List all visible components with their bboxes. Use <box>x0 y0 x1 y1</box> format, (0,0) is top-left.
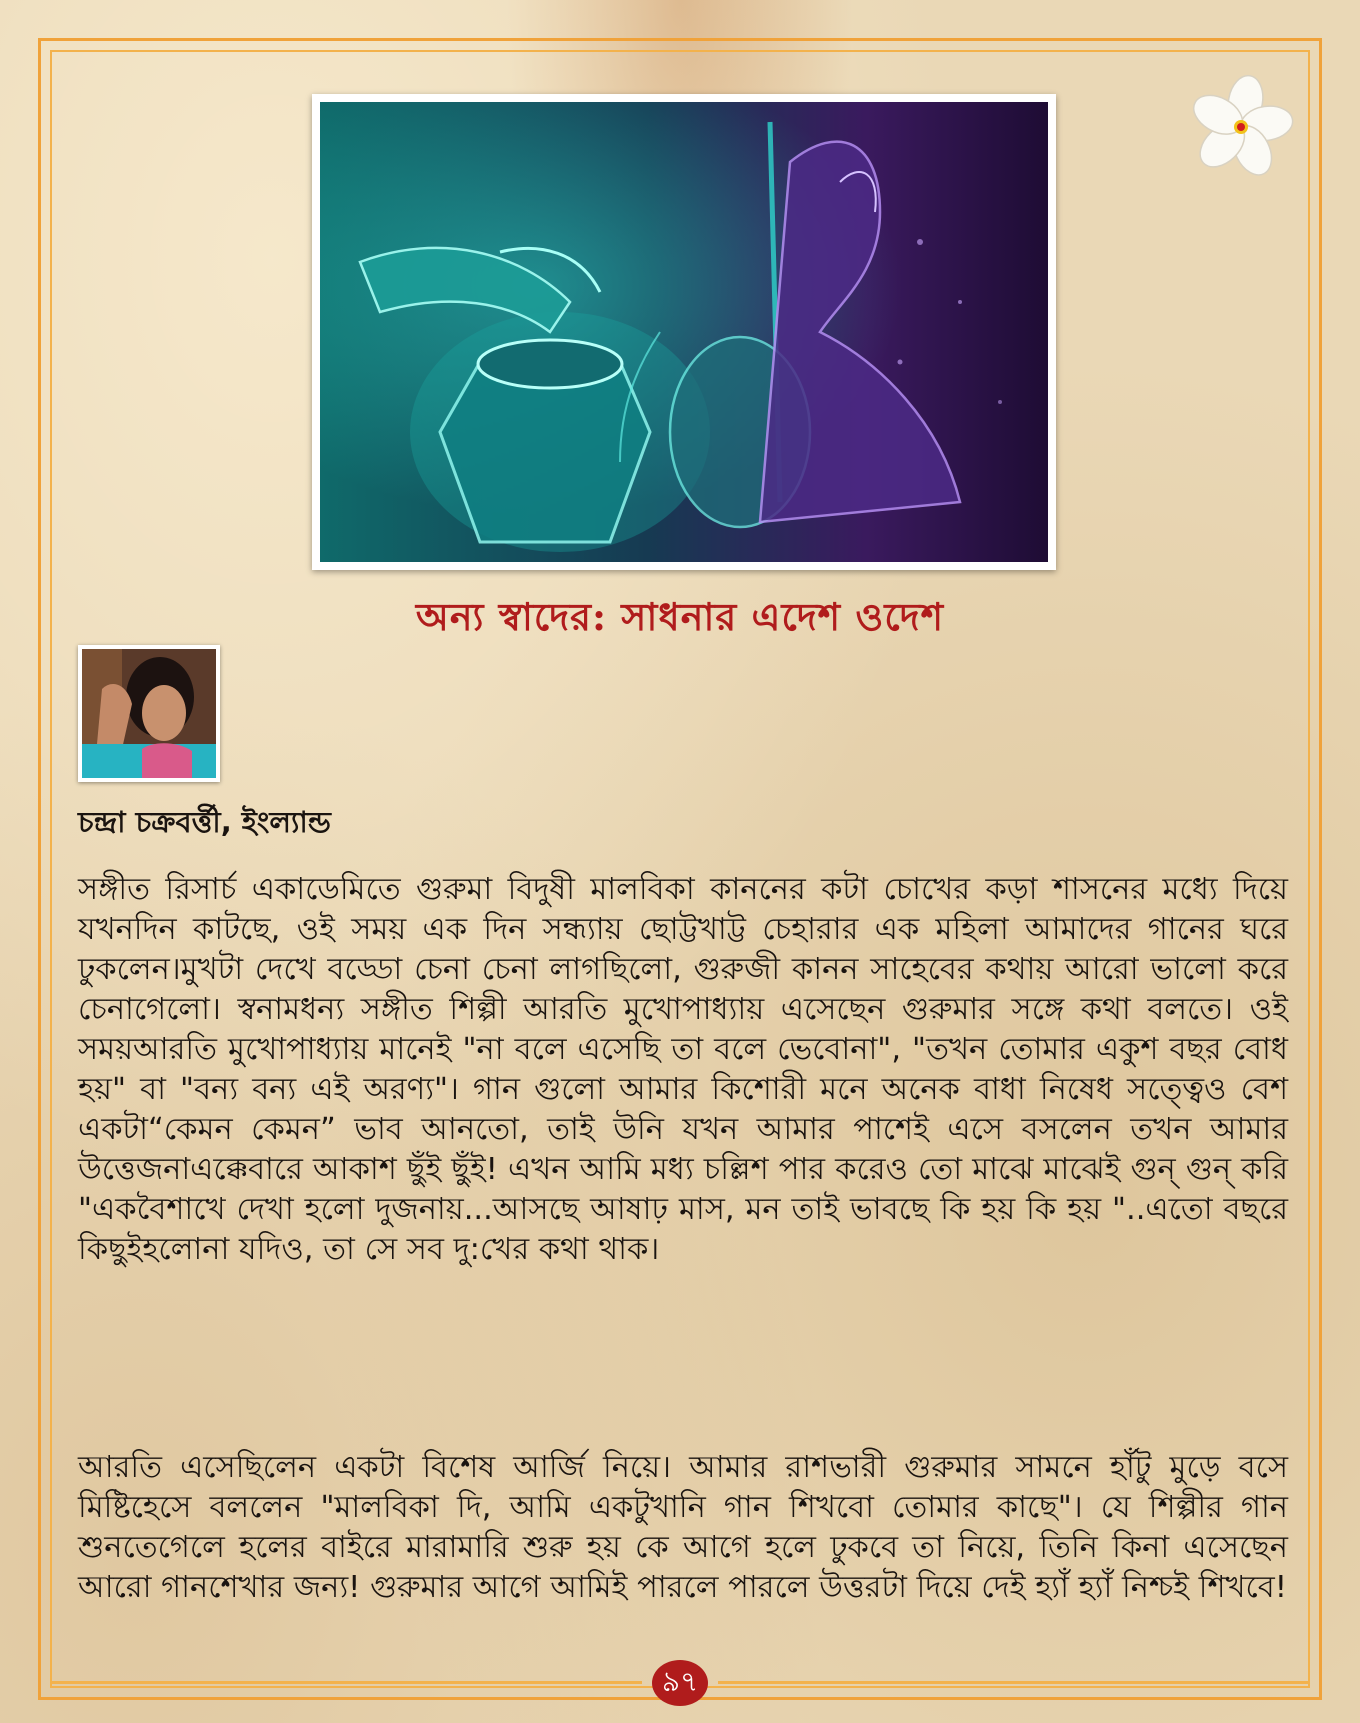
tabla-tanpura-illustration <box>312 94 1056 570</box>
footer-rule-right <box>718 1681 1308 1684</box>
flower-ornament-icon <box>1186 72 1296 182</box>
paragraph-2: আরতি এসেছিলেন একটা বিশেষ আর্জি নিয়ে। আমার রাশভারী গুরুমার সামনে হাঁটু মুড়ে বসে মিষ্টিহেসে বললেন "মালবিকা দি, আমি একটুখানি গান শিখবো তোমার কাছে"। যে শিল্পীর গান শুনতেগেলে হলের বাইরে মারামারি শুরু হয় কে আগে হলে ঢুকবে তা নিয়ে, তিনি কিনা এসেছেন আরো গানশেখার জন্য! গুরুমার আগে আমিই পারলে পারলে উত্তরটা দিয়ে দেই হ্যাঁ হ্যাঁ নিশ্চই শিখবে! <box>78 1450 1288 1605</box>
article-title: অন্য স্বাদের: সাধনার এদেশ ওদেশ <box>415 594 945 639</box>
footer-rule-left <box>52 1681 642 1684</box>
page-number: ৯৭ <box>652 1660 708 1706</box>
author-photo <box>78 645 220 782</box>
paragraph-1: সঙ্গীত রিসার্চ একাডেমিতে গুরুমা বিদুষী মালবিকা কাননের কটা চোখের কড়া শাসনের মধ্যে দিয়ে যখনদিন কাটছে, ওই সময় এক দিন সন্ধ্যায় ছোট্টখাট্ট চেহারার এক মহিলা আমাদের গানের ঘরে ঢুকলেন।মুখটা দেখে বড্ডো চেনা চেনা লাগছিলো, গুরুজী কানন সাহেবের কথায় আরো ভালো করে চেনাগেলো। স্বনামধন্য সঙ্গীত শিল্পী আরতি মুখোপাধ্যায় এসেছেন গুরুমার সঙ্গে কথা বলতে। ওই সময়আরতি মুখোপাধ্যায় মানেই "না বলে এসেছি তা বলে ভেবোনা", "তখন তোমার একুশ বছর বোধ হয়" বা "বন্য বন্য এই অরণ্য"। গান গুলো আমার কিশোরী মনে অনেক বাধা নিষেধ সত্ত্বেও বেশ একটা“কেমন কেমন” ভাব আনতো, তাই উনি যখন আমার পাশেই এসে বসলেন তখন আমার উত্তেজনাএক্কেবারে আকাশ ছুঁই ছুঁই! এখন আমি মধ্য চল্লিশ পার করেও তো মাঝে মাঝেই গুন্ গুন্ করি "একবৈশাখে দেখা হলো দুজনায়...আসছে আষাঢ় মাস, মন তাই ভাবছে কি হয় কি হয় "..এতো বছরে কিছুইহলোনা যদিও, তা সে সব দু:খের কথা থাক। <box>78 872 1288 1267</box>
author-byline: চন্দ্রা চক্রবর্ত্তী, ইংল্যান্ড <box>78 805 331 839</box>
